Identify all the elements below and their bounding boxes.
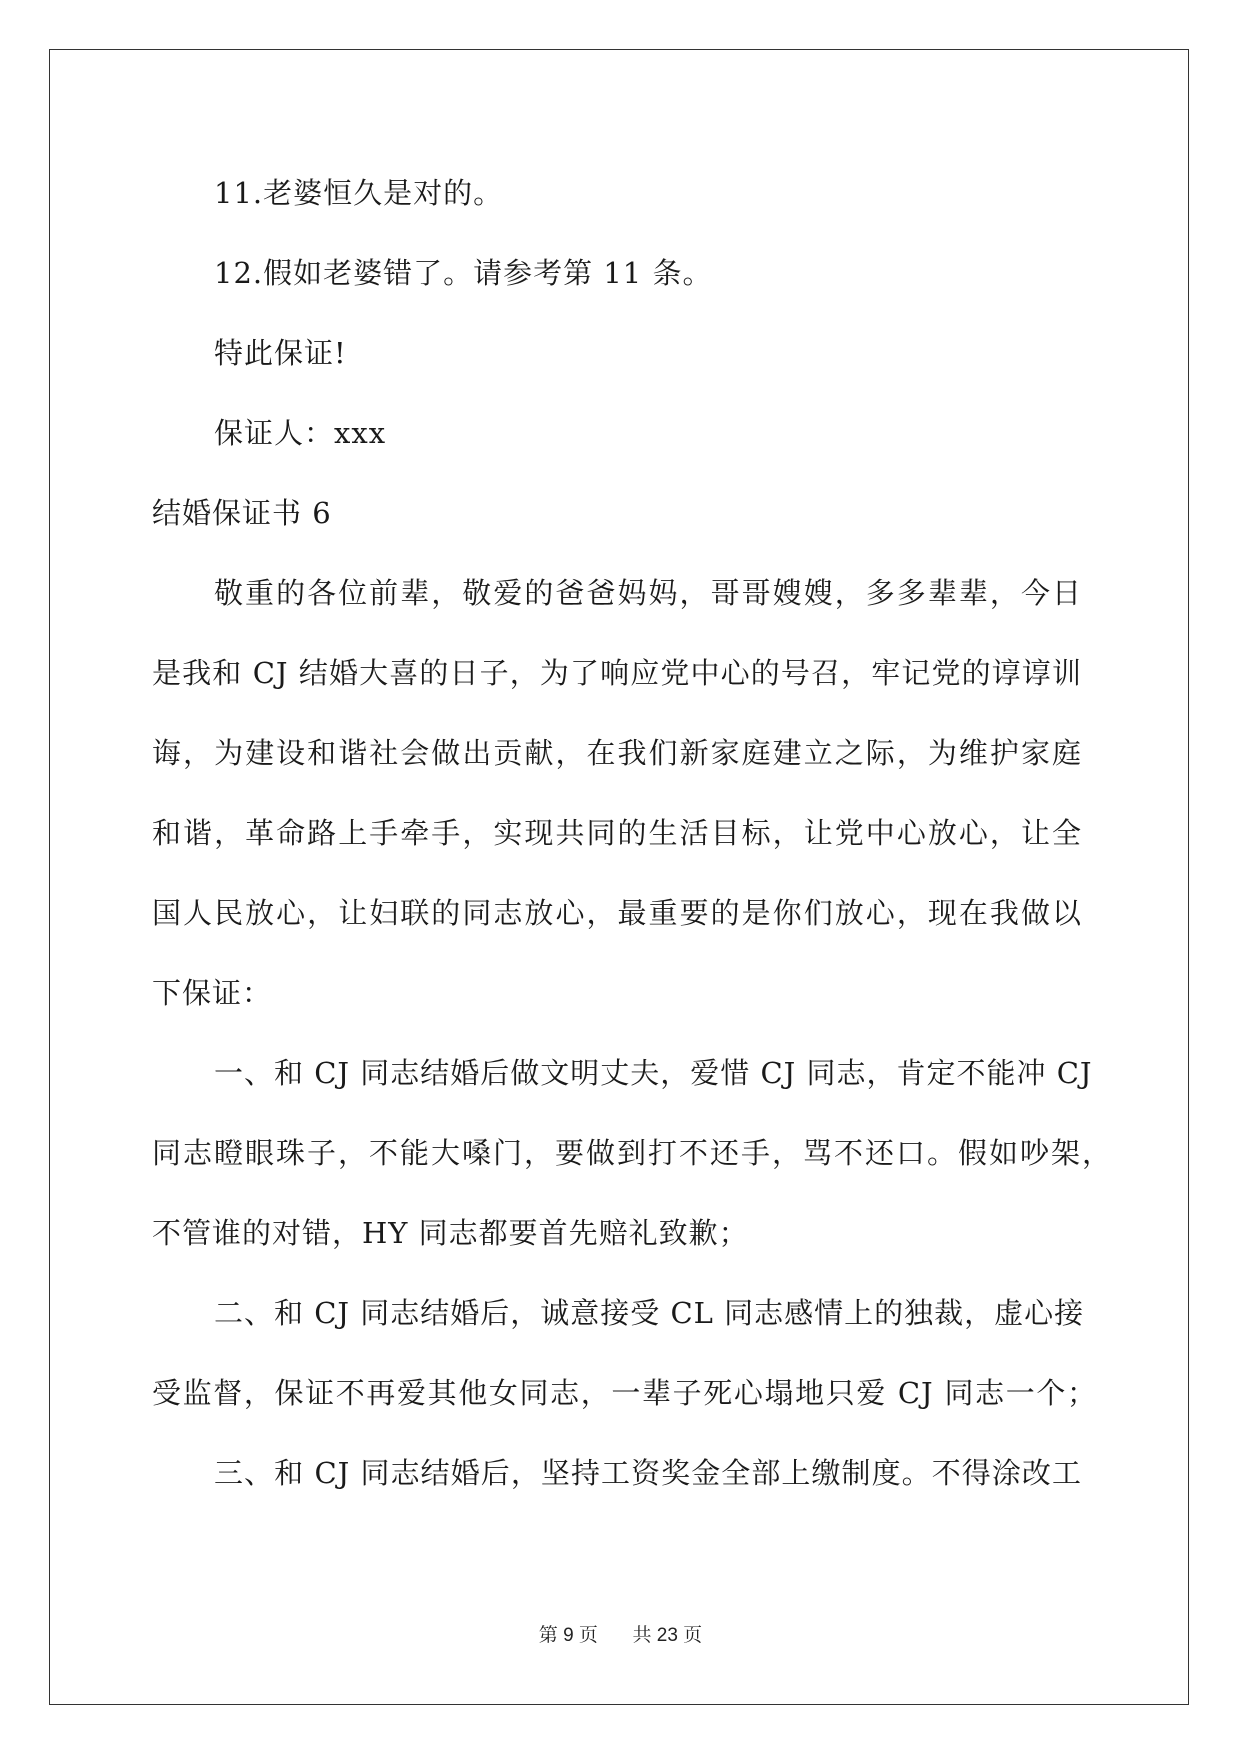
paragraph-line: 三、和 CJ 同志结婚后，坚持工资奖金全部上缴制度。不得涂改工: [214, 1456, 1082, 1490]
paragraph-line: 下保证：: [152, 976, 273, 1010]
list-item-11: 11.老婆恒久是对的。: [214, 176, 504, 210]
paragraph-line: 诲，为建设和谐社会做出贡献，在我们新家庭建立之际，为维护家庭: [152, 736, 1082, 770]
paragraph-line: 和谐，革命路上手牵手，实现共同的生活目标，让党中心放心，让全: [152, 816, 1082, 850]
paragraph-line: 同志瞪眼珠子，不能大嗓门，要做到打不还手，骂不还口。假如吵架，: [152, 1136, 1112, 1170]
paragraph-line: 国人民放心，让妇联的同志放心，最重要的是你们放心，现在我做以: [152, 896, 1082, 930]
paragraph-line: 是我和 CJ 结婚大喜的日子，为了响应党中心的号召，牢记党的谆谆训: [152, 656, 1082, 690]
paragraph-line: 不管谁的对错，HY 同志都要首先赔礼致歉；: [152, 1216, 749, 1250]
page-footer: [0, 1620, 1241, 1647]
paragraph-line: 受监督，保证不再爱其他女同志，一辈子死心塌地只爱 CJ 同志一个；: [152, 1376, 1097, 1410]
total-pages: 共 23 页: [632, 1625, 703, 1646]
paragraph-line: 二、和 CJ 同志结婚后，诚意接受 CL 同志感情上的独裁，虚心接: [214, 1296, 1085, 1330]
paragraph-line: 一、和 CJ 同志结婚后做文明丈夫，爱惜 CJ 同志，肯定不能冲 CJ: [214, 1056, 1093, 1090]
current-page-number: 第 9 页: [538, 1625, 598, 1646]
paragraph-line: 敬重的各位前辈，敬爱的爸爸妈妈，哥哥嫂嫂，多多辈辈，今日: [214, 576, 1082, 610]
section-title: 结婚保证书 6: [152, 496, 332, 530]
signatory: 保证人：xxx: [214, 416, 387, 450]
closing-statement: 特此保证!: [214, 336, 347, 370]
list-item-12: 12.假如老婆错了。请参考第 11 条。: [214, 256, 713, 290]
